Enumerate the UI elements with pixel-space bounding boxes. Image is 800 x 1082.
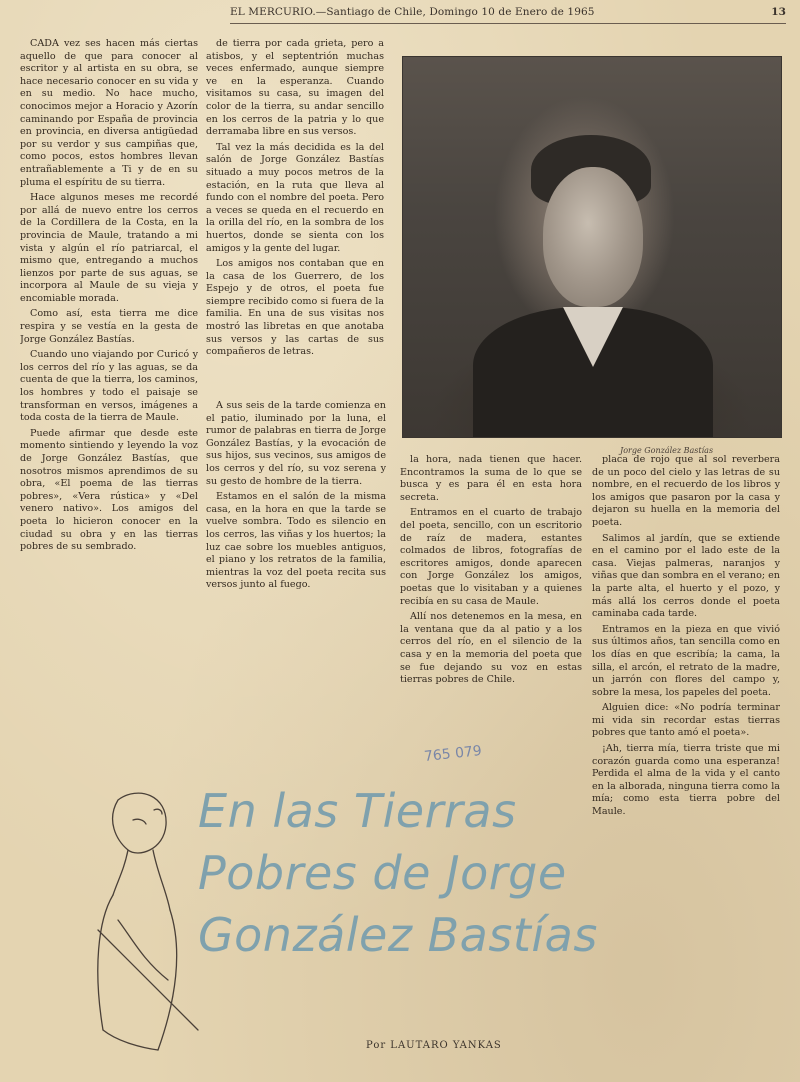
header-rule: [230, 23, 786, 24]
article-column-2-lower: [206, 400, 386, 748]
headline-line: Pobres de Jorge: [198, 846, 567, 900]
article-headline: [198, 780, 598, 966]
sketch-illustration: [58, 780, 208, 1070]
paragraph: CADA vez ses hacen más ciertas aquello de que para conocer al escritor y al artista en su obra, se hace necesario conocer en su vida y en su medio. No hace mucho, conocimos mejor a Horacio y Azorín caminando por España de provincia en provincia, en diversa antigüedad por su verdor y sus campiñas que, como pocos, estos hombres llevan entrañablemente a Ti y de en su pluma el espíritu de su tierra.: [20, 38, 198, 188]
article-column-1: [20, 38, 198, 788]
paragraph: Allí nos detenemos en la mesa, en la ventana que da al patio y a los cerros del río, en el silencio de la casa y en la memoria del poeta que se fue dejando su voz en estas tierras pobres de Chile.: [400, 611, 582, 686]
header-title: EL MERCURIO.—Santiago de Chile, Domingo 10 de Enero de 1965: [230, 6, 595, 18]
paragraph: Tal vez la más decidida es la del salón de Jorge González Bastías situado a muy pocos metros de la estación, en la ruta que lleva al fundo con el nombre del poeta. Pero a veces se queda en el recuerdo en la orilla del río, en la sombra de los huertos, donde se sienta con los amigos y la gente del lugar.: [206, 141, 384, 254]
paragraph: Entramos en la pieza en que vivió sus últimos años, tan sencilla como en los días en que escribía; la cama, la silla, el arcón, el retrato de la madre, un jarrón con flores del campo y, sobre la mesa, los papeles del poeta.: [592, 623, 780, 698]
headline-line: González Bastías: [198, 908, 598, 962]
article-column-2: [206, 38, 384, 394]
paragraph: Entramos en el cuarto de trabajo del poeta, sencillo, con un escritorio de raíz de madera, estantes colmados de libros, fotografías de escritores amigos, donde aparecen con Jorge González los amigos, poetas que lo visitaban y a quienes recibía en su casa de Maule.: [400, 507, 582, 607]
paragraph: la hora, nada tienen que hacer. Encontramos la suma de lo que se busca y es para él en esta hora secreta.: [400, 454, 582, 503]
headline-line: En las Tierras: [198, 784, 517, 838]
article-column-3: [400, 454, 582, 754]
paragraph: Estamos en el salón de la misma casa, en la hora en que la tarde se vuelve sombra. Todo es silencio en los cerros, las viñas y los huertos; la luz cae sobre los muebles antiguos, el piano y los retratos de la familia, mientras la voz del poeta recita sus versos junto al fuego.: [206, 491, 386, 591]
paragraph: de tierra por cada grieta, pero a atisbos, y el septentrión muchas veces enfermado, aunque siempre ve en la esperanza. Cuando visitamos su casa, su imagen del color de la tierra, su andar sencillo en los cerros de la patria y lo que derramaba libre en sus versos.: [206, 38, 384, 138]
photo-caption: Jorge González Bastías: [620, 446, 714, 455]
archive-stamp: 765 079: [423, 743, 483, 765]
byline: Por LAUTARO YANKAS: [366, 1040, 502, 1051]
paragraph: ¡Ah, tierra mía, tierra triste que mi corazón guarda como una esperanza! Perdida el alma de la vida y el canto en la alborada, ninguna tierra como la mía; como esta tierra pobre del Maule.: [592, 743, 780, 818]
page-header: [230, 4, 786, 22]
paragraph: Puede afirmar que desde este momento sintiendo y leyendo la voz de Jorge González Bastías, que nosotros mismos aprendimos de su obra, «El poema de las tierras pobres», «Vera rústica» y «Del venero nativo». Los amigos del poeta lo hicieron conocer en la ciudad su obra y en las tierras pobres de su sembrado.: [20, 427, 198, 553]
paragraph: Alguien dice: «No podría terminar mi vida sin recordar estas tierras pobres que tanto amó el poeta».: [592, 702, 780, 739]
paragraph: Como así, esta tierra me dice respira y se vestía en la gesta de Jorge González Bastías.: [20, 308, 198, 345]
sketch-cane: [98, 930, 198, 1030]
paragraph: placa de rojo que al sol reverbera de un poco del cielo y las letras de su nombre, en el recuerdo de los libros y los amigos que pasaron por la casa y dejaron su huella en la memoria del poeta.: [592, 454, 780, 528]
paragraph: Salimos al jardín, que se extiende en el camino por el lado este de la casa. Viejas palmeras, naranjos y viñas que dan sombra en el verano; en la parte alta, el huerto y el pozo, y más allá los cerros donde el poeta caminaba cada tarde.: [592, 532, 780, 620]
portrait-photo: [402, 56, 782, 438]
page-number: 13: [771, 6, 786, 18]
paragraph: A sus seis de la tarde comienza en el patio, iluminado por la luna, el rumor de palabras en tierra de Jorge González Bastías, y la evocación de sus hijos, sus vecinos, sus amigos de los cerros y del río, su voz serena y su gesto de hombre de la tierra.: [206, 400, 386, 487]
paragraph: Cuando uno viajando por Curicó y los cerros del río y las aguas, se da cuenta de que la tierra, los caminos, los hombres y todo el paisaje se transforman en versos, imágenes a toda costa de la tierra de Maule.: [20, 349, 198, 424]
paragraph: Los amigos nos contaban que en la casa de los Guerrero, de los Espejo y de otros, el poeta fue siempre recibido como si fuera de la familia. En una de sus visitas nos mostró las libretas en que anotaba sus versos y las cartas de sus compañeros de letras.: [206, 258, 384, 358]
portrait-face: [543, 167, 643, 307]
paragraph: Hace algunos meses me recordé por allá de nuevo entre los cerros de la Cordillera de la Costa, en la provincia de Maule, tratando a mi vista y algún el río patriarcal, el mismo que, entregando a muchos lienzos por parte de sus aguas, se incorpora al Maule de su vieja y encomiable morada.: [20, 192, 198, 304]
sketch-head: [113, 793, 167, 853]
article-column-4: [592, 454, 780, 1054]
